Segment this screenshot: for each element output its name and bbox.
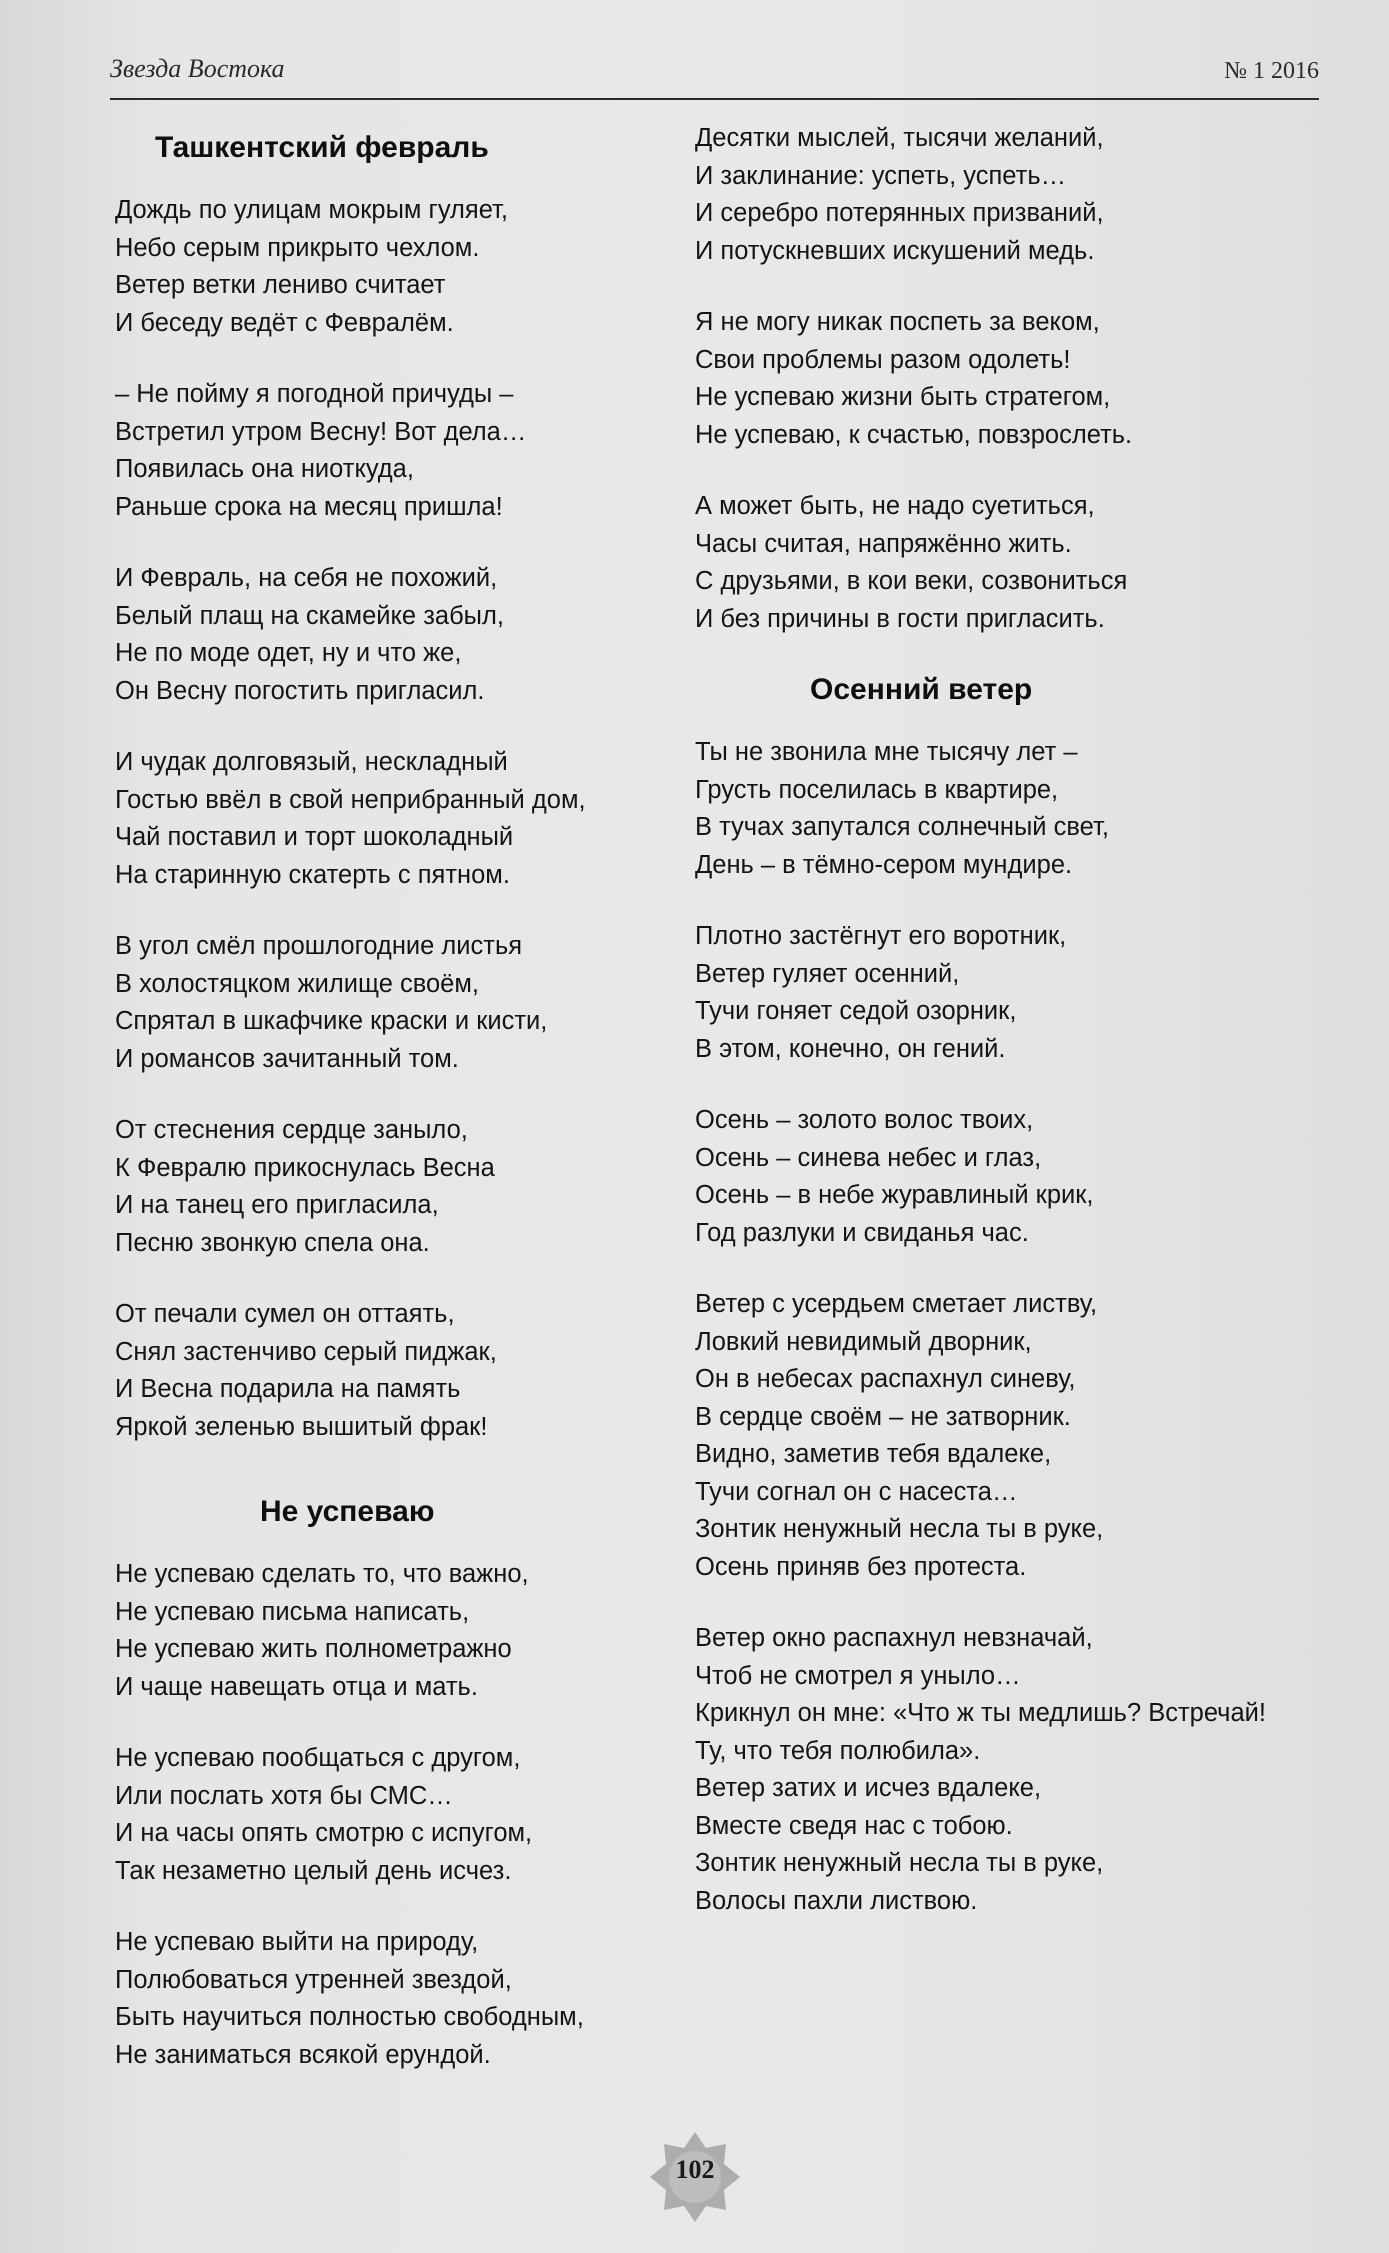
verse-line: В холостяцком жилище своём, xyxy=(115,969,479,998)
verse-line: Снял застенчиво серый пиджак, xyxy=(115,1337,497,1366)
stanza xyxy=(115,928,685,1078)
verse-line: Не успеваю, к счастью, повзрослеть. xyxy=(695,420,1133,449)
verse-line: Крикнул он мне: «Что ж ты медлишь? Встречай! xyxy=(695,1699,1266,1727)
verse-line: Тучи гоняет седой озорник, xyxy=(695,997,1017,1025)
verse-line: От печали сумел он оттаять, xyxy=(115,1300,455,1328)
verse-line: Осень – золото волос твоих, xyxy=(695,1106,1034,1134)
verse-line: И Весна подарила на память xyxy=(115,1375,461,1403)
stanza xyxy=(695,918,1335,1068)
verse-line: Вместе сведя нас с тобою. xyxy=(695,1811,1013,1840)
verse-line: Белый плащ на скамейке забыл, xyxy=(115,601,504,630)
right-column xyxy=(695,120,1335,1954)
verse-line: Чай поставил и торт шоколадный xyxy=(115,823,514,851)
verse-line: Не успеваю сделать то, что важно, xyxy=(115,1560,529,1588)
stanza xyxy=(695,1286,1335,1586)
verse-line: Встретил утром Весну! Вот дела… xyxy=(115,417,527,446)
verse-line: Спрятал в шкафчике краски и кисти, xyxy=(115,1007,548,1035)
verse-line: Тучи согнал он с насеста… xyxy=(695,1477,1018,1506)
verse-line: И на часы опять смотрю с испугом, xyxy=(115,1819,533,1847)
stanza xyxy=(115,744,685,894)
verse-line: И на танец его пригласила, xyxy=(115,1191,439,1219)
stanza xyxy=(695,1620,1335,1920)
verse-line: Быть научиться полностью свободным, xyxy=(115,2003,584,2031)
verse-line: Появилась она ниоткуда, xyxy=(115,455,414,483)
verse-line: Не заниматься всякой ерундой. xyxy=(115,2040,491,2069)
verse-line: И потускневших искушений медь. xyxy=(695,236,1095,265)
poem-title: Осенний ветер xyxy=(810,673,1033,706)
stanza xyxy=(115,560,685,710)
stanza xyxy=(115,192,685,342)
verse-line: Не успеваю письма написать, xyxy=(115,1597,470,1626)
verse-line: Ветер затих и исчез вдалеке, xyxy=(695,1774,1042,1802)
verse-line: Не успеваю жизни быть стратегом, xyxy=(695,383,1111,411)
page-number: 102 xyxy=(675,2155,715,2184)
stanza xyxy=(695,304,1335,454)
verse-line: Зонтик ненужный несла ты в руке, xyxy=(695,1515,1104,1543)
verse-line: В этом, конечно, он гений. xyxy=(695,1034,1006,1063)
verse-line: С друзьями, в кои веки, созвониться xyxy=(695,567,1128,595)
verse-line: Не успеваю жить полнометражно xyxy=(115,1635,512,1663)
stanza xyxy=(695,120,1335,270)
verse-line: Ветер гуляет осенний, xyxy=(695,959,960,988)
verse-line: Зонтик ненужный несла ты в руке, xyxy=(695,1849,1104,1877)
running-header xyxy=(110,48,1319,100)
stanza xyxy=(115,1924,685,2074)
verse-line: Я не могу никак поспеть за веком, xyxy=(695,308,1100,336)
verse-line: К Февралю прикоснулась Весна xyxy=(115,1153,495,1182)
verse-line: Плотно застёгнут его воротник, xyxy=(695,922,1067,950)
verse-line: И заклинание: успеть, успеть… xyxy=(695,161,1067,190)
verse-line: Не по моде одет, ну и что же, xyxy=(115,639,462,667)
stanza xyxy=(695,488,1335,638)
verse-line: Раньше срока на месяц пришла! xyxy=(115,492,503,521)
journal-title: Звезда Востока xyxy=(110,54,285,83)
poem-title: Ташкентский февраль xyxy=(155,131,489,164)
verse-line: И чудак долговязый, нескладный xyxy=(115,748,508,776)
verse-line: На старинную скатерть с пятном. xyxy=(115,860,510,889)
verse-line: Осень – синева небес и глаз, xyxy=(695,1143,1042,1172)
verse-line: В сердце своём – не затворник. xyxy=(695,1402,1071,1431)
verse-line: День – в тёмно-сером мундире. xyxy=(695,850,1073,879)
verse-line: От стеснения сердце заныло, xyxy=(115,1116,468,1144)
verse-line: И Февраль, на себя не похожий, xyxy=(115,564,498,592)
verse-line: Грусть поселилась в квартире, xyxy=(695,775,1059,804)
verse-line: Свои проблемы разом одолеть! xyxy=(695,345,1071,374)
poem-title: Не успеваю xyxy=(260,1495,435,1528)
verse-line: Ловкий невидимый дворник, xyxy=(695,1327,1032,1356)
verse-line: И беседу ведёт с Февралём. xyxy=(115,308,454,337)
verse-line: Он в небесах распахнул синеву, xyxy=(695,1365,1076,1393)
verse-line: Не успеваю пообщаться с другом, xyxy=(115,1744,521,1772)
verse-line: Песню звонкую спела она. xyxy=(115,1228,430,1257)
verse-line: Так незаметно целый день исчез. xyxy=(115,1856,512,1885)
verse-line: Волосы пахли листвою. xyxy=(695,1886,978,1915)
verse-line: А может быть, не надо суетиться, xyxy=(695,492,1095,520)
verse-line: Яркой зеленью вышитый фрак! xyxy=(115,1412,488,1441)
verse-line: Часы считая, напряжённо жить. xyxy=(695,529,1072,558)
stanza xyxy=(115,376,685,526)
left-column xyxy=(115,120,685,2108)
verse-line: Не успеваю выйти на природу, xyxy=(115,1928,479,1956)
stanza xyxy=(115,1112,685,1262)
verse-line: Осень приняв без протеста. xyxy=(695,1552,1027,1581)
verse-line: Ты не звонила мне тысячу лет – xyxy=(695,738,1078,766)
verse-line: Ветер окно распахнул невзначай, xyxy=(695,1624,1093,1652)
verse-line: И чаще навещать отца и мать. xyxy=(115,1672,478,1701)
verse-line: В угол смёл прошлогодние листья xyxy=(115,932,523,960)
verse-line: И серебро потерянных призваний, xyxy=(695,199,1104,227)
verse-line: Десятки мыслей, тысячи желаний, xyxy=(695,124,1104,152)
verse-line: Или послать хотя бы СМС… xyxy=(115,1781,453,1810)
verse-line: Ветер с усердьем сметает листву, xyxy=(695,1290,1098,1318)
verse-line: Дождь по улицам мокрым гуляет, xyxy=(115,196,508,224)
verse-line: – Не пойму я погодной причуды – xyxy=(115,380,514,408)
verse-line: Гостью ввёл в свой неприбранный дом, xyxy=(115,785,586,814)
stanza xyxy=(695,1102,1335,1252)
stanza xyxy=(115,1296,685,1446)
verse-line: Осень – в небе журавлиный крик, xyxy=(695,1181,1094,1209)
verse-line: Полюбоваться утренней звездой, xyxy=(115,1965,512,1994)
verse-line: Он Весну погостить пригласил. xyxy=(115,676,485,705)
verse-line: В тучах запутался солнечный свет, xyxy=(695,813,1109,841)
verse-line: И романсов зачитанный том. xyxy=(115,1044,459,1073)
verse-line: Ту, что тебя полюбила». xyxy=(695,1736,981,1765)
verse-line: Видно, заметив тебя вдалеке, xyxy=(695,1440,1052,1468)
verse-line: Чтоб не смотрел я уныло… xyxy=(695,1661,1021,1690)
verse-line: Небо серым прикрыто чехлом. xyxy=(115,233,480,262)
verse-line: И без причины в гости пригласить. xyxy=(695,604,1105,633)
verse-line: Год разлуки и свиданья час. xyxy=(695,1218,1029,1247)
stanza xyxy=(695,734,1335,884)
verse-line: Ветер ветки лениво считает xyxy=(115,271,446,299)
issue-number: № 1 2016 xyxy=(1224,58,1319,84)
stanza xyxy=(115,1556,685,1706)
stanza xyxy=(115,1740,685,1890)
